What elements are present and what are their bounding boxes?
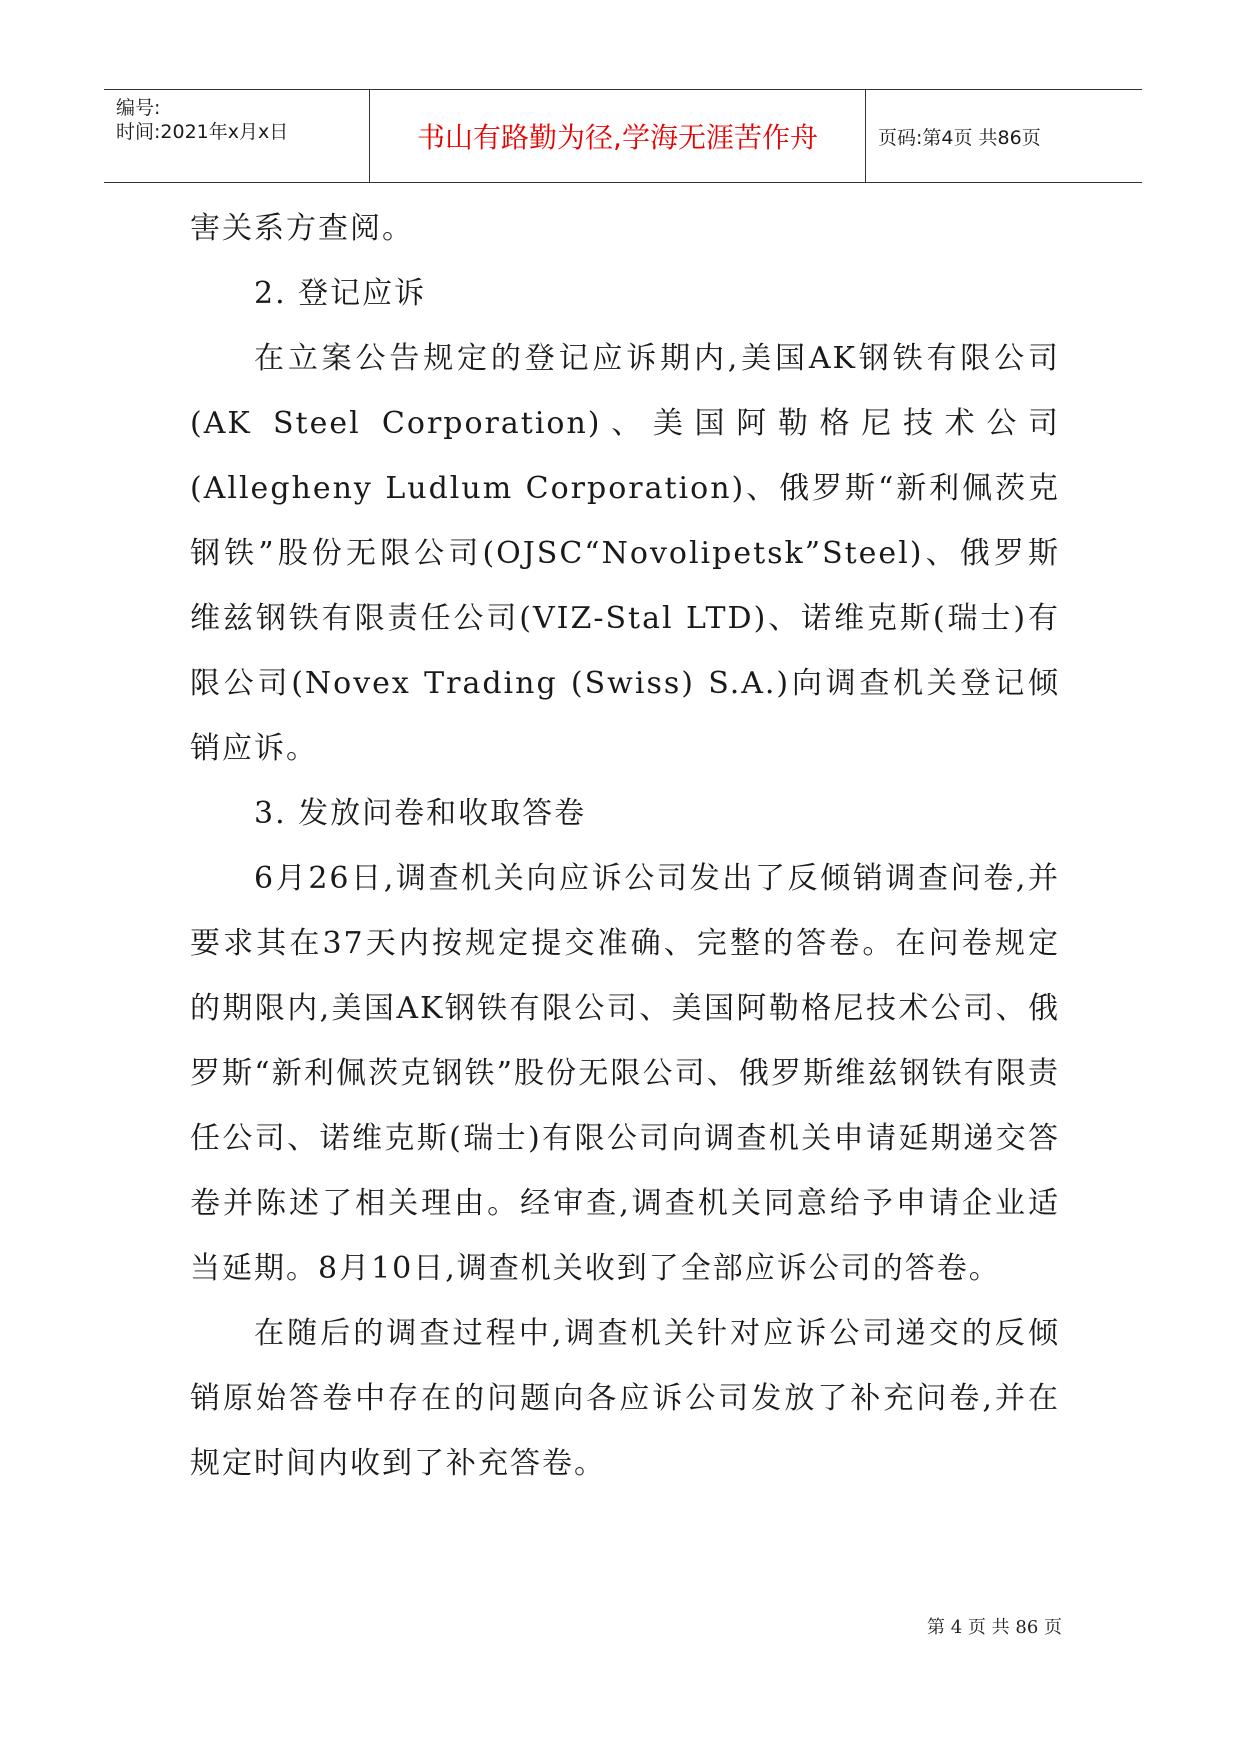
header-meta [104,90,369,182]
document-header [104,89,1142,183]
document-number-label: 编号: [116,97,161,119]
header-page-cell [866,90,1154,182]
paragraph-questionnaire: 6月26日,调查机关向应诉公司发出了反倾销调查问卷,并要求其在37天内按规定提交准确、完整的答卷。在问卷规定的期限内,美国AK钢铁有限公司、美国阿勒格尼技术公司、俄罗斯“新利佩茨克钢铁”股份无限公司、俄罗斯维兹钢铁有限责任公司、诺维克斯(瑞士)有限公司向调查机关申请延期递交答卷并陈述了相关理由。经审查,调查机关同意给予申请企业适当延期。8月10日,调查机关收到了全部应诉公司的答卷。 [190,861,1060,1286]
paragraph-continuation: 害关系方查阅。 [190,211,414,246]
section-heading-questionnaire: 3. 发放问卷和收取答卷 [254,796,587,831]
header-motto-cell [369,90,866,182]
header-page-label: 页码:第4页 共86页 [878,126,1041,149]
document-time-label: 时间:2021年x月x日 [116,121,289,143]
section-heading-registration: 2. 登记应诉 [254,276,427,311]
paragraph-registration: 在立案公告规定的登记应诉期内,美国AK钢铁有限公司(AK Steel Corporation)、美国阿勒格尼技术公司(Allegheny Ludlum Corporation)、俄罗斯“新利佩茨克钢铁”股份无限公司(OJSC“Novolipetsk”Steel)、俄罗斯维兹钢铁有限责任公司(VIZ-Stal LTD)、诺维克斯(瑞士)有限公司(Novex Trading (Swiss) S.A.)向调查机关登记倾销应诉。 [190,341,1060,766]
paragraph-supplementary: 在随后的调查过程中,调查机关针对应诉公司递交的反倾销原始答卷中存在的问题向各应诉公司发放了补充问卷,并在规定时间内收到了补充答卷。 [190,1316,1060,1481]
header-motto: 书山有路勤为径,学海无涯苦作舟 [417,121,818,154]
document-body [190,196,1060,1496]
page-footer: 第 4 页 共 86 页 [927,1617,1062,1638]
